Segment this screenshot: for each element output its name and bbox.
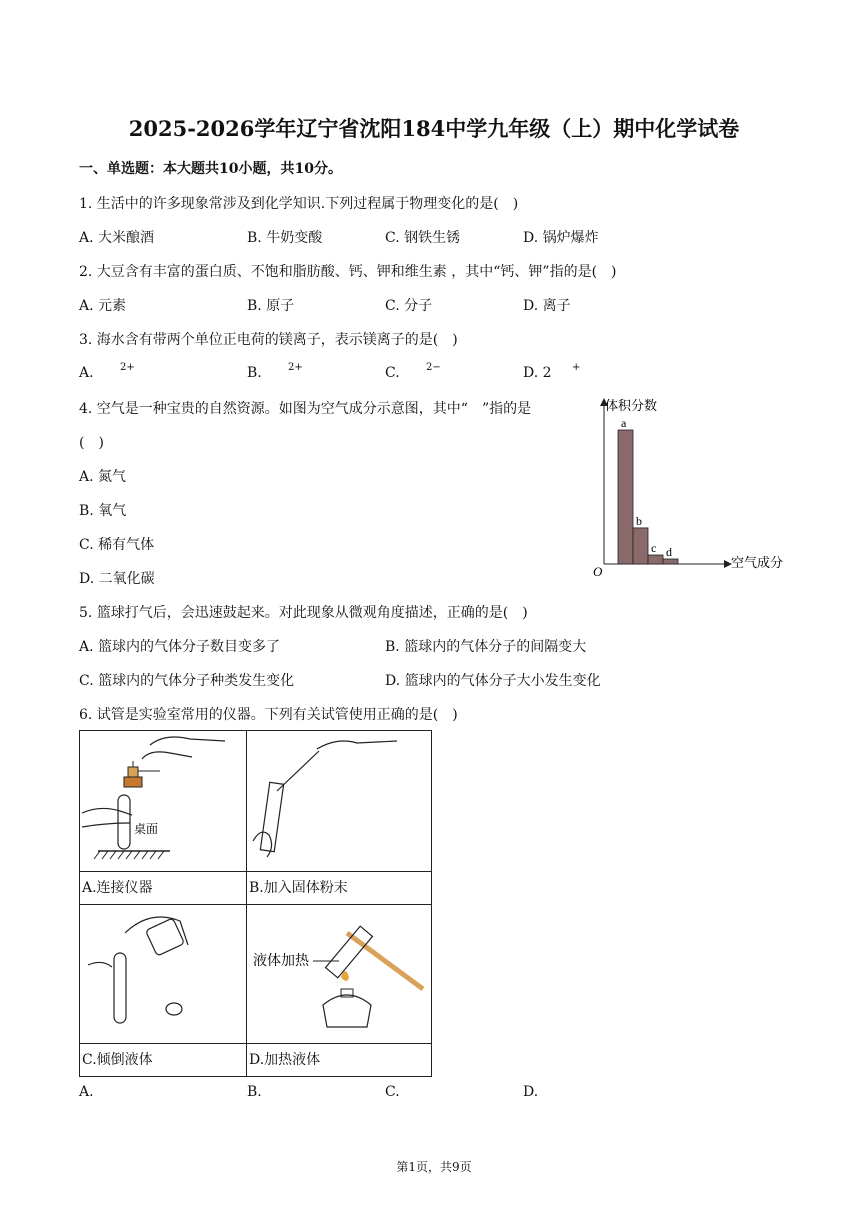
- bar-a: [618, 430, 633, 564]
- q6-option-c[interactable]: C.: [385, 1084, 400, 1100]
- figure-b-cell: [247, 731, 432, 872]
- figure-a-caption: A.连接仪器: [82, 880, 153, 896]
- figure-d-caption-cell: [247, 1044, 432, 1077]
- q4-option-a[interactable]: A. 氮气: [79, 469, 127, 485]
- figure-b-caption: B.加入固体粉末: [249, 880, 348, 896]
- bar-label-c: c: [651, 541, 657, 555]
- q6-option-a[interactable]: A.: [79, 1084, 94, 1100]
- figure-d-cell: [247, 905, 432, 1044]
- bar-label-b: b: [636, 513, 642, 528]
- q1-option-b[interactable]: B. 牛奶变酸: [247, 230, 323, 246]
- q3-option-d[interactable]: D. 2: [523, 365, 552, 381]
- q3-option-c[interactable]: C.: [385, 365, 400, 381]
- page-footer: 第1页，共9页: [396, 1160, 472, 1174]
- q1-option-d[interactable]: D. 锅炉爆炸: [523, 230, 599, 246]
- heat-label: 液体加热: [253, 952, 309, 968]
- desk-label: 桌面: [134, 822, 159, 836]
- figure-c-cell: [80, 905, 247, 1044]
- bar-label-a: a: [621, 416, 627, 430]
- q3-option-c-charge: 2−: [426, 362, 441, 373]
- question-1-stem: 1. 生活中的许多现象常涉及到化学知识.下列过程属于物理变化的是( ): [79, 196, 519, 212]
- bar-d: [663, 559, 678, 564]
- q1-option-c[interactable]: C. 钢铁生锈: [385, 230, 461, 246]
- q5-option-d[interactable]: D. 篮球内的气体分子大小发生变化: [385, 673, 601, 689]
- q3-option-d-charge: +: [572, 362, 581, 373]
- air-composition-chart: [585, 392, 795, 582]
- question-6-stem: 6. 试管是实验室常用的仪器。下列有关试管使用正确的是( ): [79, 707, 458, 723]
- question-5-stem: 5. 篮球打气后，会迅速鼓起来。对此现象从微观角度描述，正确的是( ): [79, 605, 528, 621]
- figure-b-caption-cell: [247, 872, 432, 905]
- q4-option-b[interactable]: B. 氧气: [79, 503, 127, 519]
- question-2-stem: 2. 大豆含有丰富的蛋白质、不饱和脂肪酸、钙、钾和维生素 ，其中“钙、钾”指的是( ): [79, 264, 617, 280]
- q3-option-b-charge: 2+: [288, 362, 303, 373]
- q6-option-d[interactable]: D.: [523, 1084, 539, 1100]
- question-4-stem: 4. 空气是一种宝贵的自然资源。如图为空气成分示意图，其中“ ”指的是: [79, 401, 532, 417]
- y-axis-label: 体积分数: [605, 398, 658, 413]
- add-powder-illustration: [247, 731, 431, 871]
- bar-label-d: d: [666, 545, 672, 559]
- q3-option-b[interactable]: B.: [247, 365, 262, 381]
- connect-instrument-illustration: [80, 731, 246, 871]
- figure-c-caption-cell: [80, 1044, 247, 1077]
- q6-option-b[interactable]: B.: [247, 1084, 262, 1100]
- figure-c-caption: C.倾倒液体: [82, 1052, 153, 1068]
- page-title: 2025-2026学年辽宁省沈阳184中学九年级（上）期中化学试卷: [128, 116, 740, 141]
- origin-label: O: [593, 564, 603, 579]
- q3-option-a-charge: 2+: [120, 362, 135, 373]
- question-3-stem: 3. 海水含有带两个单位正电荷的镁离子，表示镁离子的是( ): [79, 332, 458, 348]
- q2-option-a[interactable]: A. 元素: [79, 298, 127, 314]
- q2-option-b[interactable]: B. 原子: [247, 298, 295, 314]
- q3-option-a[interactable]: A.: [79, 365, 94, 381]
- heat-liquid-illustration: [247, 905, 431, 1043]
- figure-a-caption-cell: [80, 872, 247, 905]
- question-4-paren: ( ): [79, 435, 104, 451]
- bar-b: [633, 528, 648, 564]
- q5-option-a[interactable]: A. 篮球内的气体分子数目变多了: [79, 639, 281, 655]
- q5-option-c[interactable]: C. 篮球内的气体分子种类发生变化: [79, 673, 295, 689]
- figure-a-cell: [80, 731, 247, 872]
- q4-option-d[interactable]: D. 二氧化碳: [79, 571, 155, 587]
- q2-option-c[interactable]: C. 分子: [385, 298, 433, 314]
- q4-option-c[interactable]: C. 稀有气体: [79, 537, 155, 553]
- figure-d-caption: D.加热液体: [249, 1052, 321, 1068]
- section-heading: 一、单选题：本大题共10小题，共10分。: [79, 161, 342, 177]
- bar-c: [648, 555, 663, 564]
- q5-option-b[interactable]: B. 篮球内的气体分子的间隔变大: [385, 639, 587, 655]
- experiment-figure-table: [79, 730, 432, 1077]
- q2-option-d[interactable]: D. 离子: [523, 298, 571, 314]
- x-axis-label: 空气成分: [731, 555, 784, 570]
- pour-liquid-illustration: [80, 905, 246, 1043]
- q1-option-a[interactable]: A. 大米酿酒: [79, 230, 155, 246]
